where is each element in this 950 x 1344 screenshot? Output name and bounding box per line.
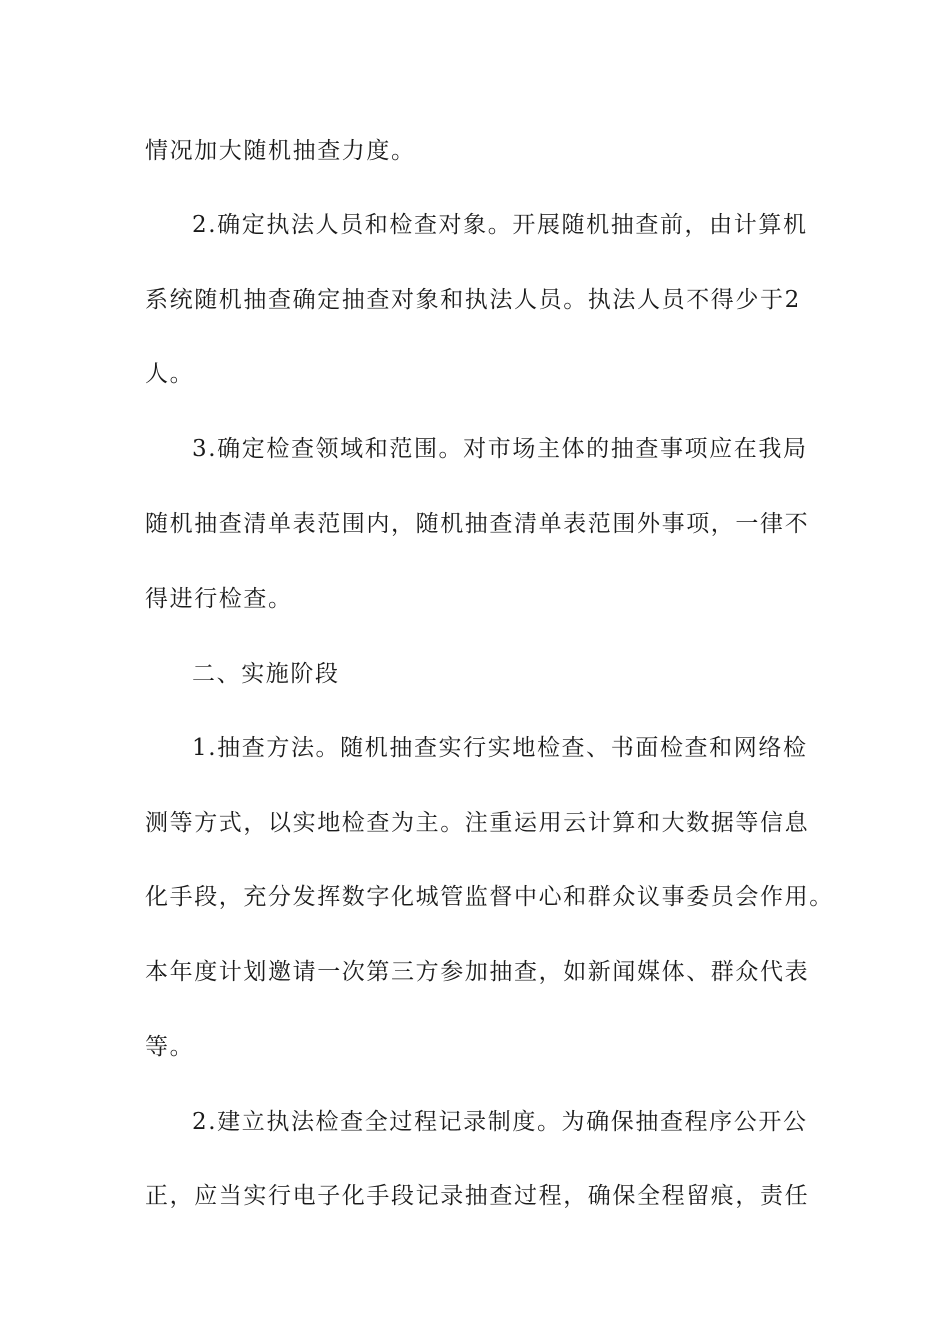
text-line: 等。	[145, 1034, 195, 1060]
text-line: 人。	[145, 361, 195, 387]
text-line: 2.确定执法人员和检查对象。开展随机抽查前，由计算机	[192, 212, 808, 238]
text-line: 化手段，充分发挥数字化城管监督中心和群众议事委员会作用。	[145, 884, 834, 910]
text-line: 正，应当实行电子化手段记录抽查过程，确保全程留痕，责任	[145, 1183, 810, 1209]
text-line: 3.确定检查领域和范围。对市场主体的抽查事项应在我局	[192, 436, 808, 462]
section-heading: 二、实施阶段	[192, 661, 340, 687]
text-line: 得进行检查。	[145, 586, 293, 612]
text-line: 1.抽查方法。随机抽查实行实地检查、书面检查和网络检	[192, 735, 808, 761]
text-line: 随机抽查清单表范围内，随机抽查清单表范围外事项，一律不	[145, 511, 810, 537]
text-line: 情况加大随机抽查力度。	[145, 138, 416, 164]
text-line: 2.建立执法检查全过程记录制度。为确保抽查程序公开公	[192, 1109, 808, 1135]
text-line: 本年度计划邀请一次第三方参加抽查，如新闻媒体、群众代表	[145, 959, 810, 985]
text-line: 系统随机抽查确定抽查对象和执法人员。执法人员不得少于2	[145, 287, 801, 313]
text-line: 测等方式，以实地检查为主。注重运用云计算和大数据等信息	[145, 810, 810, 836]
